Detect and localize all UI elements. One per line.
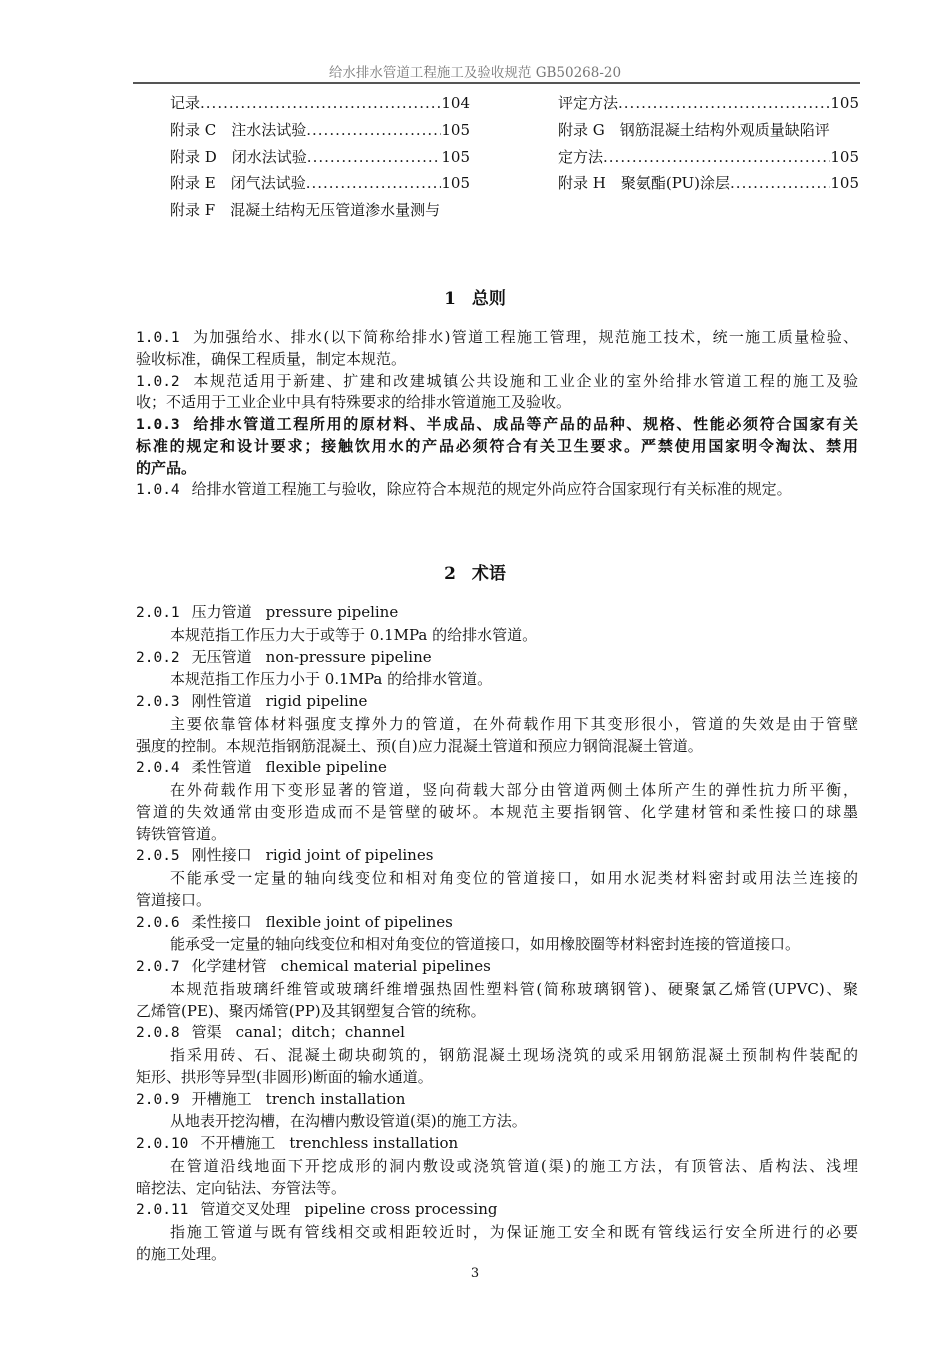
term-definition-line: 管道的失效通常由变形造成而不是管壁的破坏。本规范主要指钢管、化学建材管和柔性接口的球墨 [136, 802, 858, 821]
toc-entry-page: 104 [441, 94, 470, 112]
term-english: trenchless installation [289, 1134, 459, 1152]
clause-line [136, 392, 858, 414]
toc-entry[interactable] [170, 144, 470, 171]
term-definition-line: 管道接口。 [136, 890, 212, 909]
term-chinese: 刚性管道 [191, 692, 252, 710]
term-number: 2.0.9 [136, 1091, 180, 1108]
clause-line [136, 414, 858, 436]
clause-text: 本规范适用于新建、扩建和改建城镇公共设施和工业企业的室外给排水管道工程的施工及验 [191, 371, 858, 390]
toc-entry[interactable] [170, 197, 470, 224]
toc-entry[interactable] [170, 170, 470, 197]
toc-leader-dots [603, 144, 830, 171]
term-chinese: 柔性接口 [191, 912, 252, 931]
section-2-body [136, 602, 858, 1266]
term-chinese: 管道交叉处理 [200, 1200, 291, 1219]
term-english: rigid pipeline [265, 692, 368, 710]
term-heading [136, 757, 858, 780]
term-number: 2.0.6 [136, 914, 180, 931]
term-heading [136, 845, 858, 868]
term-number: 2.0.7 [136, 959, 180, 975]
term-heading [136, 912, 858, 935]
term-chinese: 压力管道 [191, 603, 252, 621]
toc-entry[interactable] [170, 117, 470, 144]
term-english: pipeline cross processing [304, 1200, 498, 1219]
term-definition-line: 的施工处理。 [136, 1244, 227, 1263]
clause-line [136, 458, 858, 480]
toc-leader-dots [618, 90, 830, 117]
term-english: chemical material pipelines [280, 957, 491, 975]
term-chinese: 刚性接口 [191, 846, 252, 865]
term-entry [136, 1089, 858, 1134]
toc-entry-label: 评定方法 [558, 94, 619, 112]
term-heading [136, 602, 858, 625]
clause-number: 1.0.3 [136, 417, 180, 433]
section-1-body [136, 327, 858, 502]
term-number: 2.0.1 [136, 605, 180, 621]
toc-entry[interactable] [558, 170, 859, 197]
toc-entry-label: 记录 [170, 94, 201, 112]
term-entry [136, 757, 858, 845]
section-title: 术语 [471, 564, 506, 584]
term-definition-line: 本规范指玻璃纤维管或玻璃纤维增强热固性塑料管(简称玻璃钢管)、硬聚氯乙烯管(UPVC)、聚 [170, 979, 858, 998]
clause-line [136, 436, 858, 458]
term-english: flexible pipeline [265, 758, 387, 777]
toc-entry-page: 105 [830, 174, 859, 193]
section-1-heading [0, 284, 950, 309]
term-chinese: 无压管道 [191, 647, 252, 666]
term-definition-line: 主要依靠管体材料强度支撑外力的管道，在外荷载作用下其变形很小，管道的失效是由于管壁 [170, 714, 858, 733]
term-definition-line: 本规范指工作压力小于 0.1MPa 的给排水管道。 [170, 670, 493, 689]
term-heading [136, 691, 858, 714]
toc-entry[interactable] [558, 117, 859, 144]
toc-entry-label: 附录 H 聚氨酯(PU)涂层 [558, 174, 731, 193]
term-english: rigid joint of pipelines [265, 846, 434, 865]
clause [136, 327, 858, 371]
clause-line [136, 371, 858, 393]
term-definition-line: 本规范指工作压力大于或等于 0.1MPa 的给排水管道。 [170, 625, 538, 644]
toc-entry[interactable] [170, 90, 470, 117]
toc-entry[interactable] [558, 144, 859, 171]
term-number: 2.0.5 [136, 848, 180, 865]
term-definition-line: 能承受一定量的轴向线变位和相对角变位的管道接口，如用橡胶圈等材料密封连接的管道接口。 [170, 935, 801, 954]
clause [136, 479, 858, 502]
term-number: 2.0.2 [136, 649, 180, 666]
term-heading [136, 1022, 858, 1045]
term-english: trench installation [265, 1089, 406, 1108]
term-number: 2.0.3 [136, 694, 180, 710]
term-definition-line: 不能承受一定量的轴向线变位和相对角变位的管道接口，如用水泥类材料密封或用法兰连接的 [170, 869, 858, 887]
toc-entry-label: 附录 G 钢筋混凝土结构外观质量缺陷评 [558, 120, 830, 139]
header-rule [133, 82, 860, 84]
term-chinese: 不开槽施工 [200, 1134, 276, 1152]
toc-entry-label: 附录 F 混凝土结构无压管道渗水量测与 [170, 201, 441, 220]
section-number: 2 [444, 564, 456, 584]
section-title: 总则 [471, 289, 506, 309]
toc-entry-page: 105 [441, 174, 470, 193]
term-entry [136, 845, 858, 911]
toc-entry-page: 105 [830, 94, 859, 112]
term-definition-line: 指采用砖、石、混凝土砌块砌筑的，钢筋混凝土现场浇筑的或采用钢筋混凝土预制构件装配的 [170, 1046, 858, 1064]
clause-number: 1.0.1 [136, 330, 180, 346]
toc-left-column [170, 90, 470, 224]
clause-line [136, 349, 858, 371]
clause-number: 1.0.4 [136, 482, 180, 499]
term-definition-line: 铸铁管管道。 [136, 824, 227, 843]
term-english: flexible joint of pipelines [265, 912, 453, 931]
term-number: 2.0.4 [136, 760, 180, 777]
clause [136, 414, 858, 479]
term-chinese: 管渠 [191, 1023, 222, 1042]
term-definition-line: 在外荷载作用下变形显著的管道，竖向荷载大部分由管道两侧土体所产生的弹性抗力所平衡， [170, 781, 858, 799]
section-number: 1 [444, 289, 456, 309]
clause-text: 标准的规定和设计要求；接触饮用水的产品必须符合有关卫生要求。严禁使用国家明令淘汰、禁用 [136, 436, 858, 455]
term-number: 2.0.10 [136, 1136, 189, 1152]
term-heading [136, 1133, 858, 1156]
toc-entry-page: 105 [441, 147, 470, 166]
toc-leader-dots [307, 144, 442, 171]
section-2-heading [0, 559, 950, 584]
term-definition-line: 指施工管道与既有管线相交或相距较近时，为保证施工安全和既有管线运行安全所进行的必要 [170, 1223, 858, 1241]
term-number: 2.0.8 [136, 1025, 180, 1042]
clause-text: 收；不适用于工业企业中具有特殊要求的给排水管道施工及验收。 [136, 393, 572, 412]
clause-number: 1.0.2 [136, 373, 180, 390]
clause [136, 371, 858, 415]
toc-entry-label: 定方法 [558, 147, 604, 166]
term-entry [136, 912, 858, 957]
term-english: non-pressure pipeline [265, 647, 432, 666]
term-entry [136, 956, 858, 1022]
term-definition-line: 强度的控制。本规范指钢筋混凝土、预(自)应力混凝土管道和预应力钢筒混凝土管道。 [136, 736, 703, 755]
term-heading [136, 647, 858, 670]
term-definition-line: 乙烯管(PE)、聚丙烯管(PP)及其钢塑复合管的统称。 [136, 1001, 486, 1020]
term-entry [136, 1199, 858, 1265]
term-chinese: 化学建材管 [191, 957, 267, 975]
toc-leader-dots [306, 170, 442, 197]
clause-text: 验收标准，确保工程质量，制定本规范。 [136, 349, 407, 368]
term-definition-line: 从地表开挖沟槽，在沟槽内敷设管道(渠)的施工方法。 [170, 1112, 527, 1131]
toc-right-column [558, 90, 859, 197]
term-heading [136, 956, 858, 979]
toc-entry-label: 附录 E 闭气法试验 [170, 174, 306, 193]
toc-entry-label: 附录 C 注水法试验 [170, 120, 307, 139]
toc-entry-page: 105 [441, 120, 470, 139]
term-entry [136, 1133, 858, 1199]
term-definition-line: 在管道沿线地面下开挖成形的洞内敷设或浇筑管道(渠)的施工方法，有顶管法、盾构法、浅埋 [170, 1156, 858, 1175]
toc-leader-dots [730, 170, 830, 197]
toc-leader-dots [200, 90, 441, 117]
term-entry [136, 1022, 858, 1088]
term-english: canal；ditch；channel [235, 1023, 405, 1042]
page-number: 3 [470, 1266, 480, 1281]
clause-line [136, 479, 858, 502]
running-header: 给水排水管道工程施工及验收规范 GB50268-20 [328, 65, 622, 81]
clause-line [136, 327, 858, 349]
term-definition-line: 暗挖法、定向钻法、夯管法等。 [136, 1178, 347, 1197]
clause-text: 给排水管道工程施工与验收，除应符合本规范的规定外尚应符合国家现行有关标准的规定。 [191, 480, 792, 499]
term-number: 2.0.11 [136, 1202, 189, 1219]
term-english: pressure pipeline [265, 603, 399, 621]
term-chinese: 开槽施工 [191, 1089, 252, 1108]
term-definition-line: 矩形、拱形等异型(非圆形)断面的输水通道。 [136, 1067, 433, 1086]
toc-entry-label: 附录 D 闭水法试验 [170, 147, 307, 166]
term-chinese: 柔性管道 [191, 758, 252, 777]
term-heading [136, 1089, 858, 1112]
clause-text: 的产品。 [136, 458, 197, 477]
term-heading [136, 1199, 858, 1222]
clause-text: 给排水管道工程所用的原材料、半成品、成品等产品的品种、规格、性能必须符合国家有关 [191, 415, 858, 433]
term-entry [136, 691, 858, 757]
term-entry [136, 647, 858, 692]
clause-text: 为加强给水、排水(以下简称给排水)管道工程施工管理，规范施工技术，统一施工质量检验、 [191, 328, 858, 346]
toc-entry[interactable] [558, 90, 859, 117]
term-entry [136, 602, 858, 647]
toc-leader-dots [306, 117, 441, 144]
toc-entry-page: 105 [830, 147, 859, 166]
